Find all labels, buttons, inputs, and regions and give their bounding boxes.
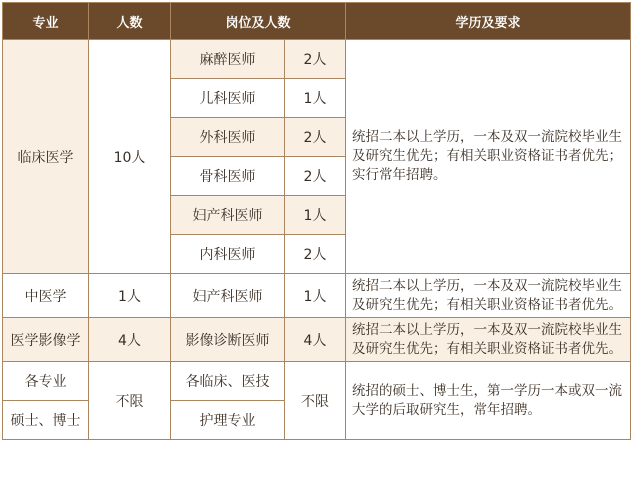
count-cell: 4人 bbox=[89, 318, 171, 362]
header-major: 专业 bbox=[3, 3, 89, 40]
position-count: 4人 bbox=[285, 318, 346, 362]
count-cell: 1人 bbox=[89, 274, 171, 318]
position-name: 麻醉医师 bbox=[171, 40, 285, 79]
count-cell: 不限 bbox=[89, 362, 171, 440]
table-row bbox=[3, 318, 631, 362]
header-row bbox=[3, 3, 631, 40]
position-name: 护理专业 bbox=[171, 401, 285, 440]
requirement-cell: 统招二本以上学历，一本及双一流院校毕业生及研究生优先；有相关职业资格证书者优先。 bbox=[346, 318, 631, 362]
position-count: 1人 bbox=[285, 274, 346, 318]
position-name: 内科医师 bbox=[171, 235, 285, 274]
position-count: 1人 bbox=[285, 79, 346, 118]
position-count: 2人 bbox=[285, 40, 346, 79]
major-cell: 临床医学 bbox=[3, 40, 89, 274]
position-name: 妇产科医师 bbox=[171, 274, 285, 318]
position-count: 2人 bbox=[285, 157, 346, 196]
position-name: 各临床、医技 bbox=[171, 362, 285, 401]
position-name: 儿科医师 bbox=[171, 79, 285, 118]
table-row bbox=[3, 362, 631, 401]
position-name: 影像诊断医师 bbox=[171, 318, 285, 362]
table-row bbox=[3, 274, 631, 318]
position-count: 1人 bbox=[285, 196, 346, 235]
header-count: 人数 bbox=[89, 3, 171, 40]
position-count: 2人 bbox=[285, 118, 346, 157]
requirement-cell: 统招的硕士、博士生，第一学历一本或双一流大学的后取研究生，常年招聘。 bbox=[346, 362, 631, 440]
count-cell: 10人 bbox=[89, 40, 171, 274]
major-cell: 医学影像学 bbox=[3, 318, 89, 362]
table-row bbox=[3, 40, 631, 79]
position-count: 不限 bbox=[285, 362, 346, 440]
requirement-cell: 统招二本以上学历，一本及双一流院校毕业生及研究生优先；有相关职业资格证书者优先。 bbox=[346, 274, 631, 318]
position-count: 2人 bbox=[285, 235, 346, 274]
recruitment-table bbox=[2, 2, 631, 440]
position-name: 骨科医师 bbox=[171, 157, 285, 196]
position-name: 妇产科医师 bbox=[171, 196, 285, 235]
header-requirements: 学历及要求 bbox=[346, 3, 631, 40]
major-cell: 各专业 bbox=[3, 362, 89, 401]
position-name: 外科医师 bbox=[171, 118, 285, 157]
requirement-cell: 统招二本以上学历，一本及双一流院校毕业生及研究生优先；有相关职业资格证书者优先；实行常年招聘。 bbox=[346, 40, 631, 274]
major-cell: 硕士、博士 bbox=[3, 401, 89, 440]
header-positions: 岗位及人数 bbox=[171, 3, 346, 40]
major-cell: 中医学 bbox=[3, 274, 89, 318]
